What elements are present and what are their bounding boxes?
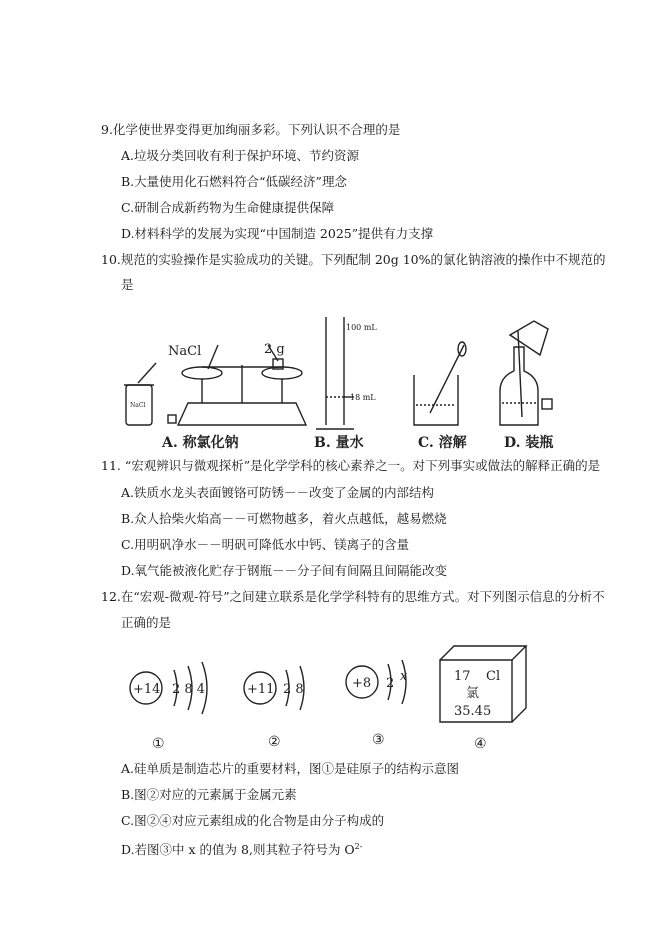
q11-option-d: D.氧气能被液化贮存于钢瓶－－分子间有间隔且间隔能改变: [121, 563, 448, 578]
q12-option-c: C.图②④对应元素组成的化合物是由分子构成的: [121, 813, 385, 828]
element-name: 氯: [466, 686, 480, 701]
pouring-beaker: [510, 321, 548, 355]
glass-rod: [430, 345, 464, 413]
caption-b: B. 量水: [314, 435, 364, 451]
caption-c: C. 溶解: [418, 435, 467, 451]
q12-option-d-text: D.若图③中 x 的值为 8,则其粒子符号为 O: [121, 842, 355, 858]
q12-atom-figure: [118, 640, 558, 752]
q9-option-a: A.垃圾分类回收有利于保护环境、节约资源: [121, 148, 360, 163]
element-mass: 35.45: [454, 704, 492, 719]
label-1: ①: [152, 736, 165, 752]
caption-a: A. 称氯化钠: [162, 435, 239, 451]
q12-option-b: B.图②对应的元素属于金属元素: [121, 787, 297, 802]
q9-stem: 9.化学使世界变得更加绚丽多彩。下列认识不合理的是: [101, 122, 401, 137]
q11-option-a: A.铁质水龙头表面镀铬可防锈－－改变了金属的内部结构: [121, 485, 435, 500]
atom-1-shells: 2 8 4: [172, 682, 206, 697]
q9-option-d: D.材料科学的发展为实现“中国制造 2025”提供有力支撑: [121, 226, 434, 241]
label-3: ③: [372, 732, 385, 748]
left-pan: [182, 367, 222, 379]
q12-option-d: [121, 839, 362, 858]
cyl-mark-label: 18 mL: [350, 393, 376, 402]
label-2: ②: [268, 734, 281, 750]
nacl-label: NaCl: [168, 344, 202, 359]
q11-option-b: B.众人拾柴火焰高－－可燃物越多，着火点越低，越易燃烧: [121, 511, 447, 526]
q9-option-b: B.大量使用化石燃料符合“低碳经济”理念: [121, 174, 347, 189]
graduated-cylinder: [326, 317, 344, 425]
q11-option-c: C.用明矾净水－－明矾可降低水中钙、镁离子的含量: [121, 537, 410, 552]
nucleus-3-charge: +8: [352, 676, 372, 691]
spatula-icon: [138, 363, 156, 383]
q10-stem-cont: 是: [121, 277, 134, 292]
q12-stem-cont: 正确的是: [121, 615, 172, 630]
label-4: ④: [474, 736, 487, 752]
mass-label: 2 g: [264, 342, 285, 357]
atom-3-variable: x: [400, 669, 408, 684]
balance-base: [178, 403, 306, 425]
caption-d: D. 装瓶: [504, 435, 554, 451]
q11-stem: 11. “宏观辨识与微观探析”是化学学科的核心素养之一。对下列事实或做法的解释正确的是: [101, 458, 601, 473]
q10-lab-figure: [118, 305, 558, 453]
element-number: 17: [454, 669, 471, 684]
atom-2-shells: 2 8: [283, 682, 304, 697]
nucleus-2-charge: +11: [247, 682, 275, 697]
nucleus-1-charge: +14: [133, 682, 161, 697]
q9-option-c: C.研制合成新药物为生命健康提供保障: [121, 200, 335, 215]
element-symbol: Cl: [486, 669, 501, 684]
q12-option-a: A.硅单质是制造芯片的重要材料，图①是硅原子的结构示意图: [121, 761, 460, 776]
cyl-top-label: 100 mL: [346, 323, 377, 332]
atom-3-shells: 2: [386, 676, 395, 691]
q12-stem: 12.在“宏观-微观-符号”之间建立联系是化学学科特有的思维方式。对下列图示信息的分析不: [101, 589, 605, 604]
q10-stem: 10.规范的实验操作是实验成功的关键。下列配制 20g 10%的氯化钠溶液的操作中不规范的: [101, 252, 606, 267]
ion-charge: 2-: [354, 842, 363, 851]
jar-label: NaCl: [130, 402, 146, 409]
